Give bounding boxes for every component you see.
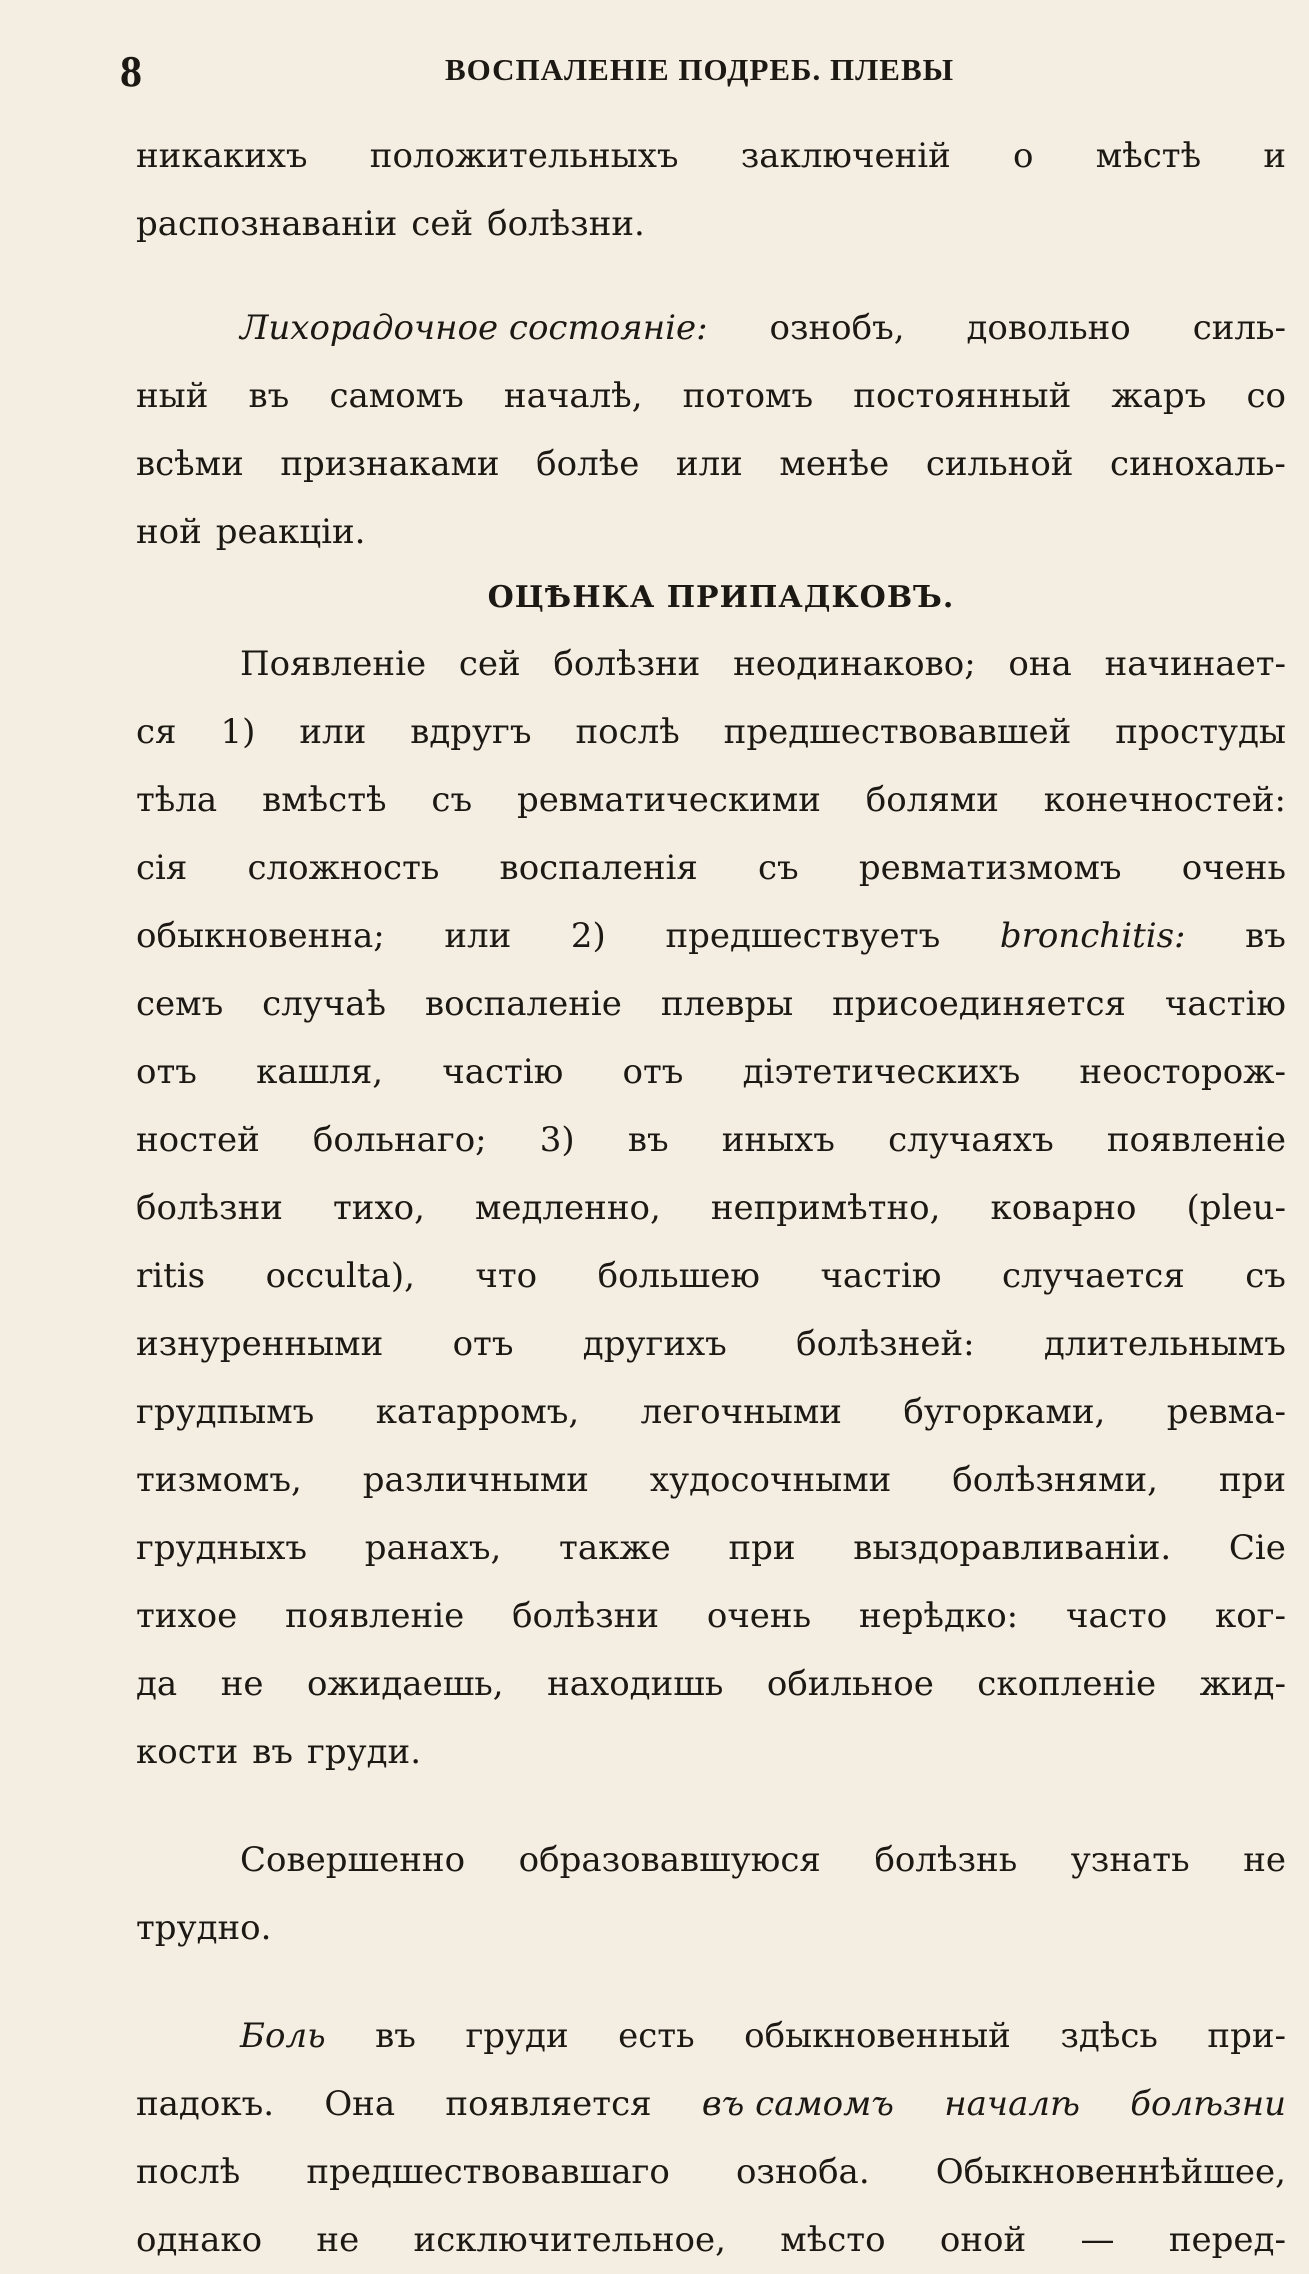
text-line: всѣми признаками болѣе или менѣе сильной синохаль- bbox=[136, 444, 1286, 484]
text-line: ный въ самомъ началѣ, потомъ постоянный жаръ со bbox=[136, 376, 1286, 416]
text-line: никакихъ положительныхъ заключеній о мѣстѣ и bbox=[136, 136, 1286, 176]
page-body bbox=[136, 122, 1286, 2274]
text-line: тѣла вмѣстѣ съ ревматическими болями конечностей: bbox=[136, 780, 1286, 820]
text-line: отъ кашля, частію отъ діэтетическихъ неосторож- bbox=[136, 1052, 1286, 1092]
section-heading: ОЦѢНКА ПРИПАДКОВЪ. bbox=[487, 580, 955, 615]
text-line: грудпымъ катарромъ, легочными бугорками, ревма- bbox=[136, 1392, 1286, 1432]
text-line: Боль въ груди есть обыкновенный здѣсь при- bbox=[240, 2016, 1286, 2056]
text-line: изнуренными отъ другихъ болѣзней: длительнымъ bbox=[136, 1324, 1286, 1364]
text-line: семъ случаѣ воспаленіе плевры присоединяется частію bbox=[136, 984, 1286, 1024]
text-line: Совершенно образовавшуюся болѣзнь узнать не bbox=[240, 1840, 1286, 1880]
text-line: однако не исключительное, мѣсто оной — перед- bbox=[136, 2220, 1286, 2260]
text-line: падокъ. Она появляется въ самомъ началѣ болѣзни bbox=[136, 2084, 1286, 2124]
text-line: распознаваніи сей болѣзни. bbox=[136, 204, 645, 244]
page-number: 8 bbox=[120, 47, 142, 96]
text-line: ностей больнаго; 3) въ иныхъ случаяхъ появленіе bbox=[136, 1120, 1286, 1160]
text-line: Лихорадочное состояніе: ознобъ, довольно силь- bbox=[240, 308, 1286, 348]
text-line: обыкновенна; или 2) предшествуетъ bronchitis: въ bbox=[136, 916, 1286, 956]
text-line: послѣ предшествовавшаго озноба. Обыкновеннѣйшее, bbox=[136, 2152, 1286, 2192]
running-title: ВОСПАЛЕНІЕ ПОДРЕБ. ПЛЕВЫ bbox=[445, 52, 955, 87]
text-line: трудно. bbox=[136, 1908, 272, 1948]
text-line: грудныхъ ранахъ, также при выздоравливаніи. Сіе bbox=[136, 1528, 1286, 1568]
text-line: да не ожидаешь, находишь обильное скопленіе жид- bbox=[136, 1664, 1286, 1704]
text-line: сія сложность воспаленія съ ревматизмомъ очень bbox=[136, 848, 1286, 888]
text-line: тихое появленіе болѣзни очень нерѣдко: часто ког- bbox=[136, 1596, 1286, 1636]
page-header bbox=[0, 40, 1309, 100]
text-line: ся 1) или вдругъ послѣ предшествовавшей простуды bbox=[136, 712, 1286, 752]
text-line: кости въ груди. bbox=[136, 1732, 422, 1772]
text-line: болѣзни тихо, медленно, непримѣтно, коварно (pleu- bbox=[136, 1188, 1286, 1228]
text-line: ной реакціи. bbox=[136, 512, 366, 552]
text-line: ritis occulta), что большею частію случается съ bbox=[136, 1256, 1286, 1296]
text-line: тизмомъ, различными худосочными болѣзнями, при bbox=[136, 1460, 1286, 1500]
text-line: Появленіе сей болѣзни неодинаково; она начинает- bbox=[240, 644, 1286, 684]
